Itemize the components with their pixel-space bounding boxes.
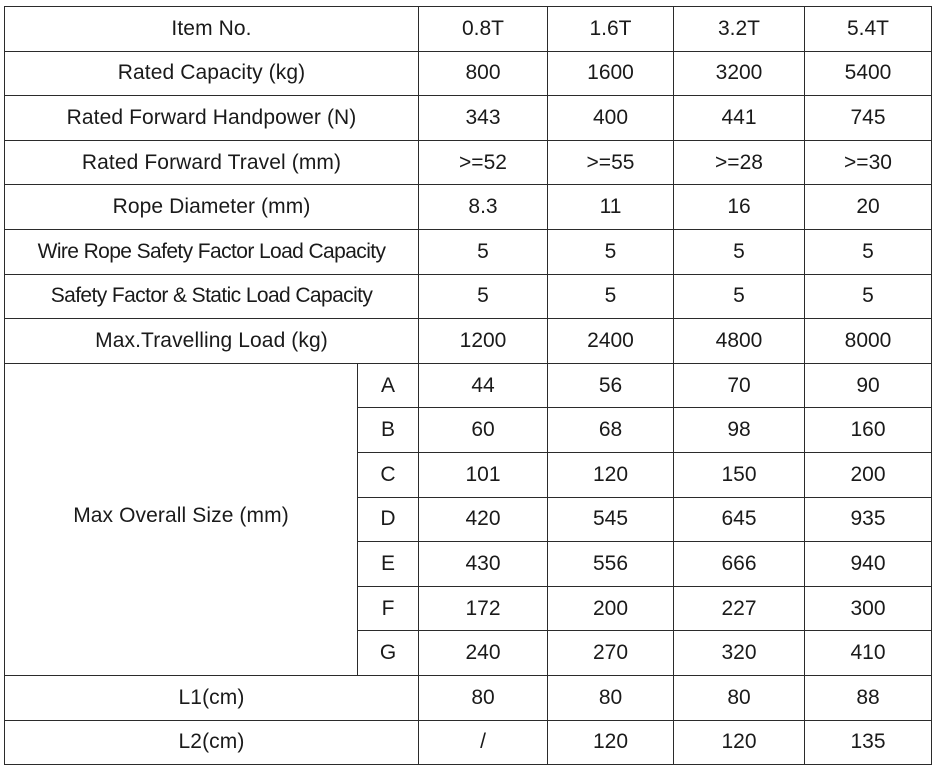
spec-value: 5 <box>419 229 548 274</box>
size-value: 98 <box>674 408 805 453</box>
length-value: 80 <box>674 675 805 720</box>
dimension-label: D <box>358 497 419 542</box>
size-value: 645 <box>674 497 805 542</box>
length-value: 120 <box>548 720 674 765</box>
spec-label: Rated Capacity (kg) <box>5 51 419 96</box>
spec-label: Max.Travelling Load (kg) <box>5 319 419 364</box>
table-row <box>5 185 932 230</box>
spec-value: 5 <box>548 229 674 274</box>
size-value: 270 <box>548 631 674 676</box>
spec-value: 441 <box>674 96 805 141</box>
size-value: 410 <box>805 631 932 676</box>
size-value: 60 <box>419 408 548 453</box>
spec-value: >=55 <box>548 140 674 185</box>
spec-value: 20 <box>805 185 932 230</box>
spec-table <box>4 6 932 765</box>
spec-label: Rated Forward Handpower (N) <box>5 96 419 141</box>
size-value: 556 <box>548 542 674 587</box>
spec-value: 3200 <box>674 51 805 96</box>
spec-value: 5400 <box>805 51 932 96</box>
length-label: L2(cm) <box>5 720 419 765</box>
table-row <box>5 675 932 720</box>
spec-value: 8000 <box>805 319 932 364</box>
table-row <box>5 720 932 765</box>
dimension-label: E <box>358 542 419 587</box>
spec-value: >=52 <box>419 140 548 185</box>
spec-label: Rope Diameter (mm) <box>5 185 419 230</box>
item-no-label: Item No. <box>5 7 419 52</box>
length-value: 80 <box>419 675 548 720</box>
dimension-label: B <box>358 408 419 453</box>
length-value: 135 <box>805 720 932 765</box>
spec-value: 400 <box>548 96 674 141</box>
size-value: 240 <box>419 631 548 676</box>
size-value: 430 <box>419 542 548 587</box>
length-value: 80 <box>548 675 674 720</box>
spec-value: 16 <box>674 185 805 230</box>
size-value: 70 <box>674 363 805 408</box>
size-value: 940 <box>805 542 932 587</box>
table-row <box>5 51 932 96</box>
spec-value: 11 <box>548 185 674 230</box>
size-value: 935 <box>805 497 932 542</box>
size-value: 227 <box>674 586 805 631</box>
size-value: 90 <box>805 363 932 408</box>
spec-value: >=28 <box>674 140 805 185</box>
size-value: 320 <box>674 631 805 676</box>
length-value: 120 <box>674 720 805 765</box>
spec-value: 343 <box>419 96 548 141</box>
model-header: 3.2T <box>674 7 805 52</box>
spec-label: Wire Rope Safety Factor Load Capacity <box>5 229 419 274</box>
size-value: 68 <box>548 408 674 453</box>
size-value: 120 <box>548 452 674 497</box>
dimension-label: F <box>358 586 419 631</box>
spec-value: 1200 <box>419 319 548 364</box>
dimension-label: G <box>358 631 419 676</box>
spec-value: 800 <box>419 51 548 96</box>
spec-value: 1600 <box>548 51 674 96</box>
size-value: 666 <box>674 542 805 587</box>
table-row <box>5 140 932 185</box>
table-row <box>5 274 932 319</box>
size-value: 200 <box>548 586 674 631</box>
header-row <box>5 7 932 52</box>
size-value: 150 <box>674 452 805 497</box>
model-header: 0.8T <box>419 7 548 52</box>
spec-value: 5 <box>674 229 805 274</box>
table-row <box>5 319 932 364</box>
spec-value: 5 <box>419 274 548 319</box>
spec-value: 745 <box>805 96 932 141</box>
size-value: 200 <box>805 452 932 497</box>
overall-size-label: Max Overall Size (mm) <box>5 363 358 675</box>
spec-label: Rated Forward Travel (mm) <box>5 140 419 185</box>
spec-value: 8.3 <box>419 185 548 230</box>
model-header: 5.4T <box>805 7 932 52</box>
spec-value: 5 <box>674 274 805 319</box>
size-value: 545 <box>548 497 674 542</box>
length-label: L1(cm) <box>5 675 419 720</box>
spec-label: Safety Factor & Static Load Capacity <box>5 274 419 319</box>
size-value: 172 <box>419 586 548 631</box>
length-value: / <box>419 720 548 765</box>
size-value: 44 <box>419 363 548 408</box>
length-value: 88 <box>805 675 932 720</box>
spec-value: >=30 <box>805 140 932 185</box>
dimension-label: A <box>358 363 419 408</box>
size-value: 56 <box>548 363 674 408</box>
dimension-label: C <box>358 452 419 497</box>
size-value: 101 <box>419 452 548 497</box>
spec-value: 5 <box>805 274 932 319</box>
model-header: 1.6T <box>548 7 674 52</box>
spec-value: 5 <box>548 274 674 319</box>
size-value: 420 <box>419 497 548 542</box>
table-row <box>5 363 932 408</box>
table-row <box>5 229 932 274</box>
spec-value: 5 <box>805 229 932 274</box>
table-row <box>5 96 932 141</box>
spec-value: 4800 <box>674 319 805 364</box>
size-value: 300 <box>805 586 932 631</box>
spec-value: 2400 <box>548 319 674 364</box>
size-value: 160 <box>805 408 932 453</box>
